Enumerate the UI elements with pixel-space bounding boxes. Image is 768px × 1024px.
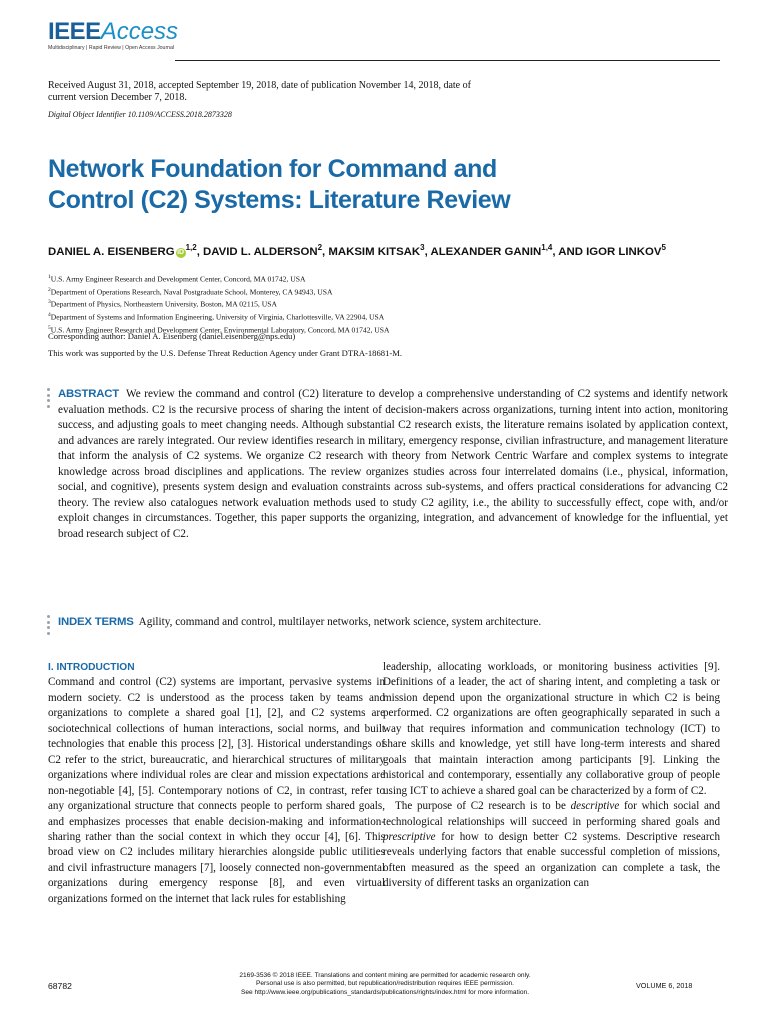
title-line-1: Network Foundation for Command and	[48, 155, 497, 183]
funding-statement: This work was supported by the U.S. Defense Threat Reduction Agency under Grant DTRA-18681-M.	[48, 348, 403, 358]
body-column-left	[48, 660, 385, 907]
affiliation-text: Department of Operations Research, Naval Postgraduate School, Monterey, CA 94943, USA	[50, 287, 333, 297]
affiliation-item	[48, 297, 648, 310]
logo-ieee-text: IEEE	[48, 18, 101, 45]
emphasis-descriptive: descriptive	[570, 800, 620, 813]
affiliation-item	[48, 310, 648, 323]
author-2-affil: 2	[317, 243, 323, 252]
affiliation-text: U.S. Army Engineer Research and Development Center, Concord, MA 01742, USA	[50, 274, 306, 284]
section-heading-introduction: I. INTRODUCTION	[48, 662, 135, 673]
intro-paragraph-3	[383, 799, 720, 892]
index-terms-label: INDEX TERMS	[58, 616, 134, 628]
text-run: for how to design better C2 systems. Descriptive research reveals underlying factors that enable successful completion of missions, often measured as the speed an organization can complete a task, the diversity of different tasks an organization can	[383, 830, 720, 890]
affiliation-number: 1	[48, 274, 51, 280]
abstract-text: We review the command and control (C2) literature to develop a comprehensive understanding of C2 systems and identify network evaluation methods. C2 is the recursive process of sharing the intent of decision-makers across organizations, turning intent into action, monitoring success, and adjusting goals to meet changing needs. Although substantial C2 research exists, the literature remains isolated by application context, and advances are rarely integrated. Our review identifies research in military, emergency response, civilian infrastructure, and management literature that inform the analysis of C2 systems. We organize C2 research with theory from Network Centric Warfare and complex systems to integrate knowledge across broad disciplines and applications. The review organizes studies across four interrelated domains (i.e., physical, information, social, and cognitive), presents system design and evaluation constraints across sub-systems, and offers practical considerations for advancing C2 theory. The review also catalogues network evaluation methods used to study C2 agility, i.e., the ability to successfully effect, cope with, and/or exploit changes in circumstances. Together, this paper supports the organizing, integration, and advancement of knowledge for the influential, yet broad research subject of C2.	[58, 388, 728, 540]
author-1-affil: 1,2	[185, 243, 197, 252]
author-5: , AND IGOR LINKOV	[552, 245, 662, 258]
author-4-affil: 1,4	[541, 243, 553, 252]
abstract-marker-icon	[47, 388, 51, 410]
author-1: DANIEL A. EISENBERG	[48, 245, 175, 258]
author-5-affil: 5	[661, 243, 666, 252]
index-terms-marker-icon	[47, 615, 51, 637]
author-3: , MAKSIM KITSAK	[322, 245, 421, 258]
abstract	[58, 387, 728, 542]
affiliation-number: 4	[48, 311, 51, 318]
author-3-affil: 3	[420, 243, 425, 252]
index-terms	[58, 615, 728, 631]
text-run: The purpose of C2 research is to be	[395, 800, 571, 813]
copyright-notice	[190, 972, 580, 997]
author-list	[48, 240, 708, 260]
header-rule	[175, 60, 720, 61]
title-line-2: Control (C2) Systems: Literature Review	[48, 186, 511, 214]
abstract-label: ABSTRACT	[58, 388, 120, 400]
logo-tagline: Multidisciplinary | Rapid Review | Open Access Journal	[48, 45, 175, 51]
affiliation-item	[48, 285, 648, 298]
received-dates: Received August 31, 2018, accepted September 19, 2018, date of publication November 14, 2018, date of current version December 7, 2018.	[48, 80, 471, 103]
corresponding-author: Corresponding author: Daniel A. Eisenberg (daniel.eisenberg@nps.edu)	[48, 331, 296, 341]
affiliation-number: 5	[48, 324, 51, 331]
paper-title	[48, 154, 698, 216]
author-2: , DAVID L. ALDERSON	[196, 245, 318, 258]
emphasis-prescriptive: prescriptive	[383, 830, 436, 843]
intro-paragraph-1: Command and control (C2) systems are important, pervasive systems in modern society. C2 is understood as the process taken by teams and organizations to complete a shared goal [1], [2], and C2 systems are sociotechnical collections of human interactions, social norms, and built technologies that enable this process [2], [3]. Historical understandings of C2 refer to the strict, bureaucratic, and hierarchical structures of military organizations where individual roles are clear and mission expectations are non-negotiable [4], [5]. Contemporary notions of C2, in contrast, refer to any organizational structure that connects people to perform shared goals, and emphasizes processes that enable decision-making and information-sharing rather than the social context in which they occur [4], [6]. This broad view on C2 includes military hierarchies alongside public utilities and civil infrastructure managers [7], loosely connected non-governmental organizations during emergency response [8], and even virtual organizations formed on the internet that lack rules for establishing	[48, 676, 385, 905]
index-terms-text: Agility, command and control, multilayer networks, network science, system architecture.	[138, 616, 542, 628]
affiliation-item	[48, 272, 648, 285]
logo-access-text: Access	[100, 18, 179, 45]
affiliation-number: 2	[48, 286, 51, 293]
copyright-line-1: 2169-3536 © 2018 IEEE. Translations and content mining are permitted for academic research only.	[239, 972, 531, 979]
author-4: , ALEXANDER GANIN	[424, 245, 542, 258]
affiliation-text: Department of Systems and Information Engineering, University of Virginia, Charlottesville, VA 22904, USA	[50, 312, 385, 322]
journal-logo	[48, 20, 178, 51]
copyright-line-2: Personal use is also permitted, but republication/redistribution requires IEEE permission.	[255, 980, 515, 988]
affiliation-text: U.S. Army Engineer Research and Development Center, Environmental Laboratory, Concord, MA 01742, USA	[50, 325, 390, 335]
affiliation-text: Department of Physics, Northeastern University, Boston, MA 02115, USA	[50, 299, 277, 309]
affiliations	[48, 272, 648, 335]
copyright-line-3[interactable]: See http://www.ieee.org/publications_standards/publications/rights/index.html for more information.	[240, 988, 530, 996]
doi: Digital Object Identifier 10.1109/ACCESS.2018.2873328	[48, 110, 232, 119]
affiliation-number: 3	[48, 299, 51, 306]
orcid-icon[interactable]: iD	[177, 248, 185, 256]
intro-paragraph-2: leadership, allocating workloads, or monitoring business activities [9]. Definitions of a leader, the act of sharing intent, and completing a task or mission depend upon the organizational structure in which C2 is being performed. C2 organizations are often geographically separated in such a way that requires information and communication technology (ICT) to share skills and knowledge, yet still have long-term interests and shared goals that maintain interaction among participants [9]. Linking the historical and contemporary, essentially any collaborative group of people using ICT to achieve a shared goal can be characterized by a form of C2.	[383, 661, 720, 797]
body-column-right	[383, 660, 720, 892]
volume-label: VOLUME 6, 2018	[636, 981, 693, 990]
text-run: for which social and technological relationships will succeed in performing shared goals and	[383, 800, 720, 828]
page-number: 68782	[48, 981, 72, 991]
